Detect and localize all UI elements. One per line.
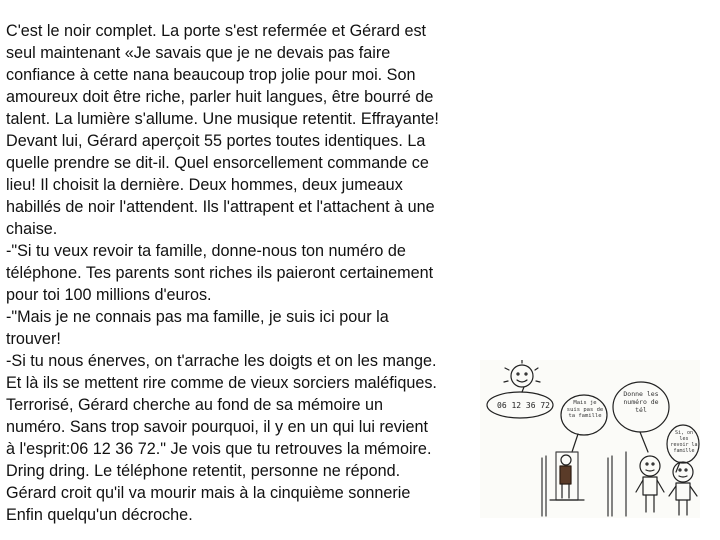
speech-bubble-right-top xyxy=(613,382,669,452)
story-line: Gérard croit qu'il va mourir mais à la cinquième sonnerie xyxy=(6,484,411,502)
story-line: -"Mais je ne connais pas ma famille, je suis ici pour la xyxy=(6,308,389,326)
story-line: quelle prendre se dit-il. Quel ensorcellement commande ce xyxy=(6,154,429,172)
story-text xyxy=(6,20,496,526)
story-line: confiance à cette nana beaucoup trop jolie pour moi. Son xyxy=(6,66,416,84)
story-line: chaise. xyxy=(6,220,58,238)
bubble-middle-text: Mais je suis pas de ta famille xyxy=(566,400,604,419)
story-line: amoureux doit être riche, parler huit langues, être bourré de xyxy=(6,88,434,106)
story-line: seul maintenant «Je savais que je ne devais pas faire xyxy=(6,44,391,62)
bubble-sun-text: 06 12 36 72 xyxy=(497,401,550,410)
story-line: Dring dring. Le téléphone retentit, personne ne répond. xyxy=(6,462,401,480)
story-line: Enfin quelqu'un décroche. xyxy=(6,506,193,524)
story-line: talent. La lumière s'allume. Une musique retentit. Effrayante! xyxy=(6,110,439,128)
sun-icon xyxy=(504,360,540,387)
illustration-sketch xyxy=(480,360,700,518)
story-line: téléphone. Tes parents sont riches ils paieront certainement xyxy=(6,264,434,282)
bubble-right-bottom-text: Si, on les revoir la famille xyxy=(670,430,698,454)
speech-bubble-right-bottom xyxy=(667,425,699,472)
story-line: à l'esprit:06 12 36 72." Je vois que tu retrouves la mémoire. xyxy=(6,440,432,458)
bubble-right-top-text: Donne les numéro de tél xyxy=(623,390,659,414)
story-line: trouver! xyxy=(6,330,61,348)
door-lines xyxy=(542,452,626,516)
story-line: pour toi 100 millions d'euros. xyxy=(6,286,212,304)
story-line: -"Si tu veux revoir ta famille, donne-nous ton numéro de xyxy=(6,242,406,260)
story-line: -Si tu nous énerves, on t'arrache les doigts et on les mange. xyxy=(6,352,437,370)
twin-figure-right xyxy=(669,462,697,515)
story-line: numéro. Sans trop savoir pourquoi, il y en un qui lui revient xyxy=(6,418,429,436)
story-line: Terrorisé, Gérard cherche au fond de sa mémoire un xyxy=(6,396,383,414)
story-line: Et là ils se mettent rire comme de vieux sorciers maléfiques. xyxy=(6,374,437,392)
speech-bubble-middle xyxy=(561,395,607,452)
captive-figure xyxy=(550,452,584,500)
story-line: Devant lui, Gérard aperçoit 55 portes toutes identiques. La xyxy=(6,132,426,150)
speech-bubble-sun xyxy=(487,387,553,418)
story-line: lieu! Il choisit la dernière. Deux hommes, deux jumeaux xyxy=(6,176,403,194)
twin-figure-left xyxy=(636,456,664,512)
hand-drawn-illustration xyxy=(480,360,700,518)
story-line: habillés de noir l'attendent. Ils l'attrapent et l'attachent à une xyxy=(6,198,435,216)
story-line: C'est le noir complet. La porte s'est refermée et Gérard est xyxy=(6,22,427,40)
